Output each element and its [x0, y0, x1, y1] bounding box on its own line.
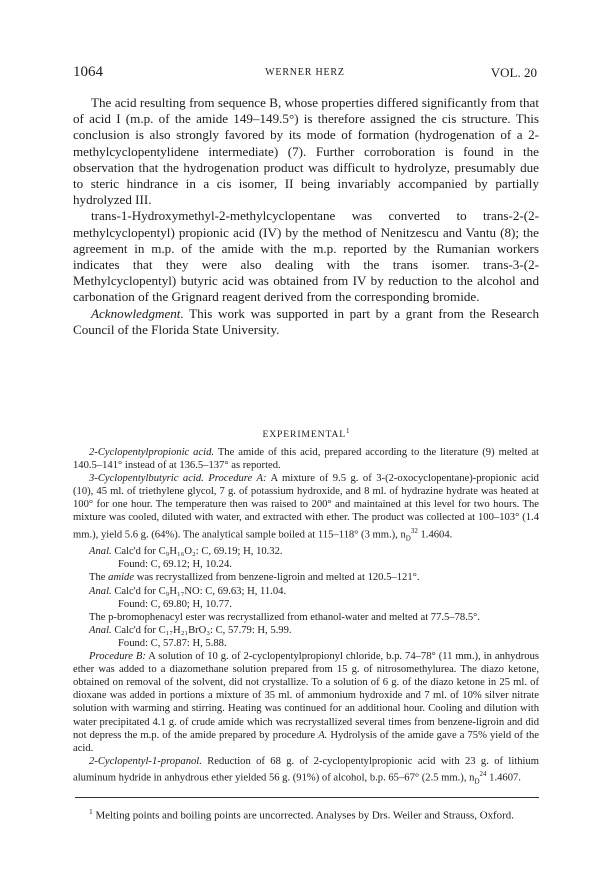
refractive-index-subscript: D: [474, 777, 480, 786]
analysis-calculated: Calc'd for C₉H₁₆O₂: C, 69.19; H, 10.32.: [114, 546, 283, 558]
refractive-index-value: 1.4604.: [420, 529, 453, 541]
entry-cyclopentyl-propanol: [73, 755, 539, 789]
paragraph-cis-structure: The acid resulting from sequence B, whose properties differed significantly from that of acid I (m.p. of the amide 149–149.5°) is therefore assigned the cis structure. This conclusion is also strongly favored by its mode of formation (hydrogenation of a 2-methylcyclopentylidene intermediate) (7). Further corroboration is found in the observation that the hydrogenation product was difficult to hydrolyze, presumably due to steric hindrance in a cis isomer, II being invariably accompanied by partially hydrolyzed III.: [73, 95, 539, 208]
acknowledgment-text: This work was supported in part by a grant from the Research Council of the Florida State University.: [73, 305, 540, 337]
amide-note: [73, 571, 539, 584]
body-text: [73, 95, 539, 338]
analysis-amide-found: Found: C, 69.80; H, 10.77.: [118, 598, 232, 610]
amide-note-text: was recrystallized from benzene-ligroin and melted at 120.5–121°.: [136, 572, 420, 584]
entry-text: Reduction of 68 g. of 2-cyclopentylpropionic acid with 23 g. of lithium aluminum hydride in anhydrous ether yielded 56 g. (91%) of alcohol, b.p. 65–67° (2.5 mm.), n: [73, 755, 539, 784]
analysis-ester-found: Found: C, 57.87: H, 5.88.: [118, 637, 227, 649]
acknowledgment-label: Acknowledgment.: [91, 305, 184, 321]
section-heading-text: EXPERIMENTAL: [262, 429, 347, 441]
footnote-marker: 1: [346, 427, 350, 435]
procedure-a-ref: A.: [318, 729, 328, 741]
footnote-rule: [75, 797, 539, 798]
amide-word: amide: [108, 572, 135, 584]
ester-note: The p-bromophenacyl ester was recrystallized from ethanol-water and melted at 77.5–78.5°.: [89, 611, 481, 623]
anal-label: Anal.: [89, 624, 112, 636]
analysis-amide-calc: [73, 585, 539, 598]
entry-title: 2-Cyclopentyl-1-propanol.: [89, 755, 202, 767]
analysis-acid-calc: [73, 545, 539, 558]
analysis-calculated: Calc'd for C₉H₁₇NO: C, 69.63; H, 11.04.: [114, 585, 287, 597]
procedure-b-label: Procedure B:: [89, 651, 146, 663]
footnote: [73, 805, 539, 823]
analysis-ester-calc: [73, 624, 539, 637]
refractive-index-temperature: 32: [410, 526, 418, 535]
paragraph-trans-acids: trans-1-Hydroxymethyl-2-methylcyclopentane was converted to trans-2-(2-methylcyclopentyl) propionic acid (IV) by the method of Nenitzescu and Vantu (8); the agreement in m.p. of the amide with the m.p. reported by the Rumanian workers indicates that they were also dealing with the trans isomer. trans-3-(2-Methylcyclopentyl) butyric acid was obtained from IV by reduction to the alcohol and carbonation of the Grignard reagent derived from the corresponding bromide.: [73, 208, 539, 305]
entry-title: 3-Cyclopentylbutyric acid.: [89, 473, 204, 485]
volume-label: VOL. 20: [490, 65, 537, 80]
entry-text: A mixture of 9.5 g. of 3-(2-oxocyclopentane)-propionic acid (10), 45 ml. of triethylene glycol, 7 g. of potassium hydroxide, and 8 ml. of hydrazine hydrate was heated at 100° for one hour. The temperature then was raised to 200° and maintained at this level for two hours. The mixture was cooled, diluted with water, and extracted with ether. The product was collected at 100–103° (1.4 mm.), yield 5.6 g. (64%). The analytical sample boiled at 115–118° (3 mm.), n: [73, 473, 539, 541]
anal-label: Anal.: [89, 546, 112, 558]
amide-note-pre: The: [89, 572, 106, 584]
procedure-b-text: A solution of 10 g. of 2-cyclopentylpropionyl chloride, b.p. 74–78° (11 mm.), in anhydrous ether was added to a diazomethane solution prepared from 15 g. of nitrosomethylurea. The diazo ketone, obtained on removal of the solvent, did not crystallize. To a solution of 6 g. of the diazo ketone in 25 ml. of dioxane was added in portions a mixture of 35 ml. of ammonium hydroxide and 7 ml. of 10% silver nitrate solution with warming and stirring. Heating was continued for an additional hour. Cooling and dilution with water precipitated 4.1 g. of crude amide which was recrystallized several times from benzene-ligroin and did not depress the m.p. of the amide prepared by procedure: [73, 651, 539, 741]
experimental-section: [73, 446, 539, 789]
analysis-acid-found: Found: C, 69.12; H, 10.24.: [118, 559, 232, 571]
footnote-text-block: [73, 805, 539, 823]
refractive-index-temperature: 24: [479, 769, 487, 778]
procedure-a-label: Procedure A:: [208, 473, 267, 485]
refractive-index-subscript: D: [405, 534, 411, 543]
entry-text: The amide of this acid, prepared according to the literature (9) melted at 140.5–141° instead of at 136.5–137° as reported.: [73, 447, 539, 472]
refractive-index-value: 1.4607.: [489, 772, 521, 784]
entry-cyclopentylbutyric-acid: [73, 472, 539, 545]
running-head-author: WERNER HERZ: [265, 67, 345, 78]
page-number: 1064: [73, 64, 103, 80]
section-heading-experimental: [73, 427, 539, 440]
paragraph-acknowledgment: [73, 306, 539, 338]
anal-label: Anal.: [89, 585, 112, 597]
procedure-b-tail: Hydrolysis of the amide gave a 75% yield of the acid.: [73, 729, 539, 754]
entry-title: 2-Cyclopentylpropionic acid.: [89, 447, 215, 458]
footnote-number: 1: [89, 807, 93, 816]
running-head: [73, 64, 537, 82]
procedure-b: [73, 650, 539, 755]
footnote-text: Melting points and boiling points are uncorrected. Analyses by Drs. Weiler and Strauss, Oxford.: [95, 809, 514, 822]
entry-cyclopentylpropionic-acid: [73, 446, 539, 472]
analysis-calculated: Calc'd for C₁₇H₂₁BrO₃: C, 57.79: H, 5.99.: [114, 624, 292, 636]
